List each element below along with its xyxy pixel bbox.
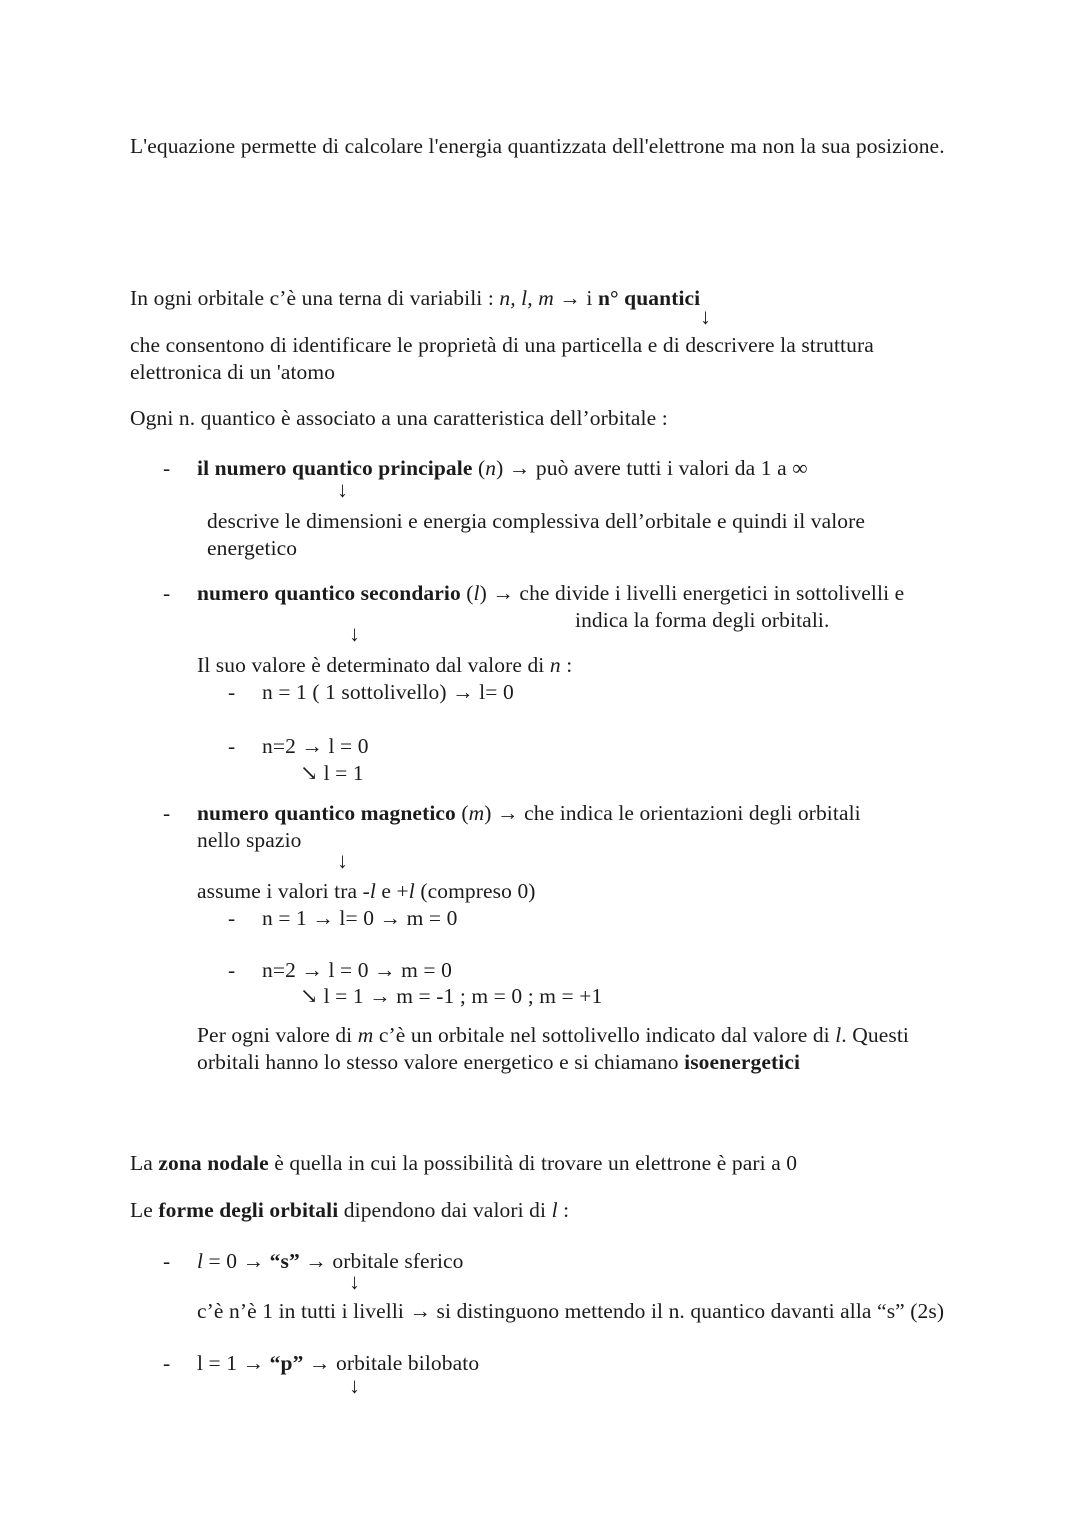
text-run: il numero quantico principale bbox=[197, 456, 478, 480]
bullet-l0-sferico bbox=[163, 1248, 464, 1275]
text-run: (compreso 0) bbox=[414, 879, 536, 903]
bullet-dash: - bbox=[228, 734, 236, 758]
line-southeast-arrow-m-values bbox=[300, 983, 602, 1010]
text-run: l bbox=[369, 879, 376, 903]
line-ce-ne-1 bbox=[197, 1298, 944, 1325]
text-run: → orbitale sferico bbox=[299, 1249, 464, 1273]
text-run: dipendono dai valori di bbox=[338, 1198, 552, 1222]
text-run: n=2 → l = 0 → m = 0 bbox=[262, 958, 452, 982]
subbullet-m-n2-text bbox=[262, 957, 452, 984]
text-run: “p” bbox=[269, 1351, 304, 1375]
text-run: n bbox=[549, 653, 561, 677]
paragraph-descrive-dimensioni bbox=[207, 508, 937, 562]
text-run: ) → può avere tutti i valori da 1 a ∞ bbox=[496, 456, 808, 480]
subbullet-m-n2 bbox=[228, 957, 452, 984]
line-assume-valori bbox=[197, 878, 536, 905]
subbullet-n1-sottolivello bbox=[228, 679, 514, 706]
subbullet-m-n1-text bbox=[262, 905, 457, 932]
text-run: indica la forma degli orbitali. bbox=[575, 608, 830, 632]
text-run: numero quantico magnetico bbox=[197, 801, 462, 825]
text-run: ( bbox=[461, 801, 469, 825]
text-run: n = 1 → l= 0 → m = 0 bbox=[262, 906, 458, 930]
bullet-dash: - bbox=[163, 801, 171, 825]
subbullet-m-n1 bbox=[228, 905, 457, 932]
text-run: è quella in cui la possibilità di trovare un elettrone è pari a 0 bbox=[268, 1151, 798, 1175]
bullet-dash: - bbox=[163, 1351, 171, 1375]
text-run: l bbox=[473, 581, 480, 605]
text-run: ( bbox=[466, 581, 474, 605]
bullet-dash: - bbox=[163, 456, 171, 480]
bullet-numero-principale bbox=[163, 455, 973, 482]
text-run: l bbox=[408, 879, 415, 903]
text-run: Per ogni valore di bbox=[197, 1023, 358, 1047]
text-run: → orbitale bilobato bbox=[303, 1351, 480, 1375]
text-run: n bbox=[485, 456, 497, 480]
text-run: Le bbox=[130, 1198, 159, 1222]
bullet-l1-bilobato bbox=[163, 1350, 479, 1377]
text-run: che consentono di identificare le proprietà di una particella e di descrivere la struttura elettronica di un 'atomo bbox=[130, 333, 874, 384]
text-run: numero quantico secondario bbox=[197, 581, 467, 605]
paragraph-zona-nodale bbox=[130, 1150, 797, 1177]
text-run: l bbox=[835, 1023, 842, 1047]
text-run: n° quantici bbox=[597, 286, 701, 310]
text-run: zona nodale bbox=[158, 1151, 269, 1175]
paragraph-forme-orbitali bbox=[130, 1197, 569, 1224]
text-run: assume i valori tra - bbox=[197, 879, 370, 903]
text-run: La bbox=[130, 1151, 159, 1175]
text-run: nello spazio bbox=[197, 828, 302, 852]
line-il-suo-valore bbox=[197, 652, 572, 679]
text-run: e + bbox=[375, 879, 409, 903]
text-run: Il suo valore è determinato dal valore di bbox=[197, 653, 550, 677]
paragraph-ogni-n-quantico bbox=[130, 405, 668, 432]
text-run: m bbox=[357, 1023, 374, 1047]
paragraph-per-ogni-valore bbox=[197, 1022, 972, 1076]
text-run: ↘ l = 1 → m = -1 ; m = 0 ; m = +1 bbox=[300, 984, 603, 1008]
text-run: . Questi orbitali hanno lo stesso valore energetico e si chiamano bbox=[197, 1023, 909, 1074]
text-run: l = 1 → bbox=[197, 1351, 270, 1375]
subbullet-n2-l0 bbox=[228, 733, 369, 760]
subbullet-n2-text bbox=[262, 733, 369, 760]
paragraph-terna-variabili bbox=[130, 285, 700, 312]
bullet-dash: - bbox=[163, 581, 171, 605]
down-arrow-icon: ↓ bbox=[337, 848, 348, 873]
bullet-dash: - bbox=[228, 680, 236, 704]
down-arrow-icon: ↓ bbox=[349, 1269, 360, 1294]
paragraph-che-consentono bbox=[130, 332, 970, 386]
text-run: ) → che divide i livelli energetici in sottolivelli e bbox=[479, 581, 905, 605]
text-run: Ogni n. quantico è associato a una caratteristica dell’orbitale : bbox=[130, 406, 668, 430]
down-arrow-icon: ↓ bbox=[337, 477, 348, 502]
text-run: ) → che indica le orientazioni degli orbitali bbox=[484, 801, 861, 825]
bullet-l1-text bbox=[197, 1350, 479, 1377]
bullet-numero-magnetico bbox=[163, 800, 861, 827]
line-nello-spazio bbox=[197, 827, 302, 854]
bullet-numero-principale-text bbox=[197, 455, 808, 482]
text-run: n=2 → l = 0 bbox=[262, 734, 369, 758]
text-run: n, l, m bbox=[499, 286, 554, 310]
text-run: L'equazione permette di calcolare l'energia quantizzata dell'elettrone ma non la sua posizione. bbox=[130, 134, 945, 158]
text-run: c’è n’è 1 in tutti i livelli → si distinguono mettendo il n. quantico davanti alla “s” (2s) bbox=[197, 1299, 945, 1323]
text-run: forme degli orbitali bbox=[158, 1198, 339, 1222]
text-run: ( bbox=[477, 456, 486, 480]
bullet-dash: - bbox=[163, 1249, 171, 1273]
bullet-numero-magnetico-text bbox=[197, 800, 861, 827]
text-run: c’è un orbitale nel sottolivello indicato dal valore di bbox=[373, 1023, 836, 1047]
text-run: descrive le dimensioni e energia complessiva dell’orbitale e quindi il valore energetico bbox=[207, 509, 866, 560]
text-run: : bbox=[560, 653, 573, 677]
line-southeast-arrow-l1 bbox=[300, 760, 364, 787]
text-run: In ogni orbitale c’è una terna di variabili : bbox=[130, 286, 500, 310]
down-arrow-icon: ↓ bbox=[700, 304, 711, 329]
bullet-numero-secondario-text bbox=[197, 580, 904, 607]
text-run: n = 1 ( 1 sottolivello) → l= 0 bbox=[262, 680, 514, 704]
bullet-numero-secondario bbox=[163, 580, 904, 607]
bullet-dash: - bbox=[228, 906, 236, 930]
bullet-l0-text bbox=[197, 1248, 464, 1275]
text-run: : bbox=[557, 1198, 570, 1222]
text-run: l bbox=[197, 1249, 204, 1273]
line-indica-forma bbox=[575, 607, 829, 634]
text-run: “s” bbox=[269, 1249, 300, 1273]
text-run: l bbox=[551, 1198, 558, 1222]
text-run: isoenergetici bbox=[684, 1050, 801, 1074]
subbullet-n1-text bbox=[262, 679, 514, 706]
text-run: m bbox=[468, 801, 485, 825]
bullet-dash: - bbox=[228, 958, 236, 982]
text-run: → i bbox=[553, 286, 598, 310]
down-arrow-icon: ↓ bbox=[349, 1373, 360, 1398]
text-run: ↘ l = 1 bbox=[300, 761, 364, 785]
down-arrow-icon: ↓ bbox=[349, 621, 360, 646]
paragraph-equazione bbox=[130, 133, 970, 160]
text-run: = 0 → bbox=[203, 1249, 270, 1273]
